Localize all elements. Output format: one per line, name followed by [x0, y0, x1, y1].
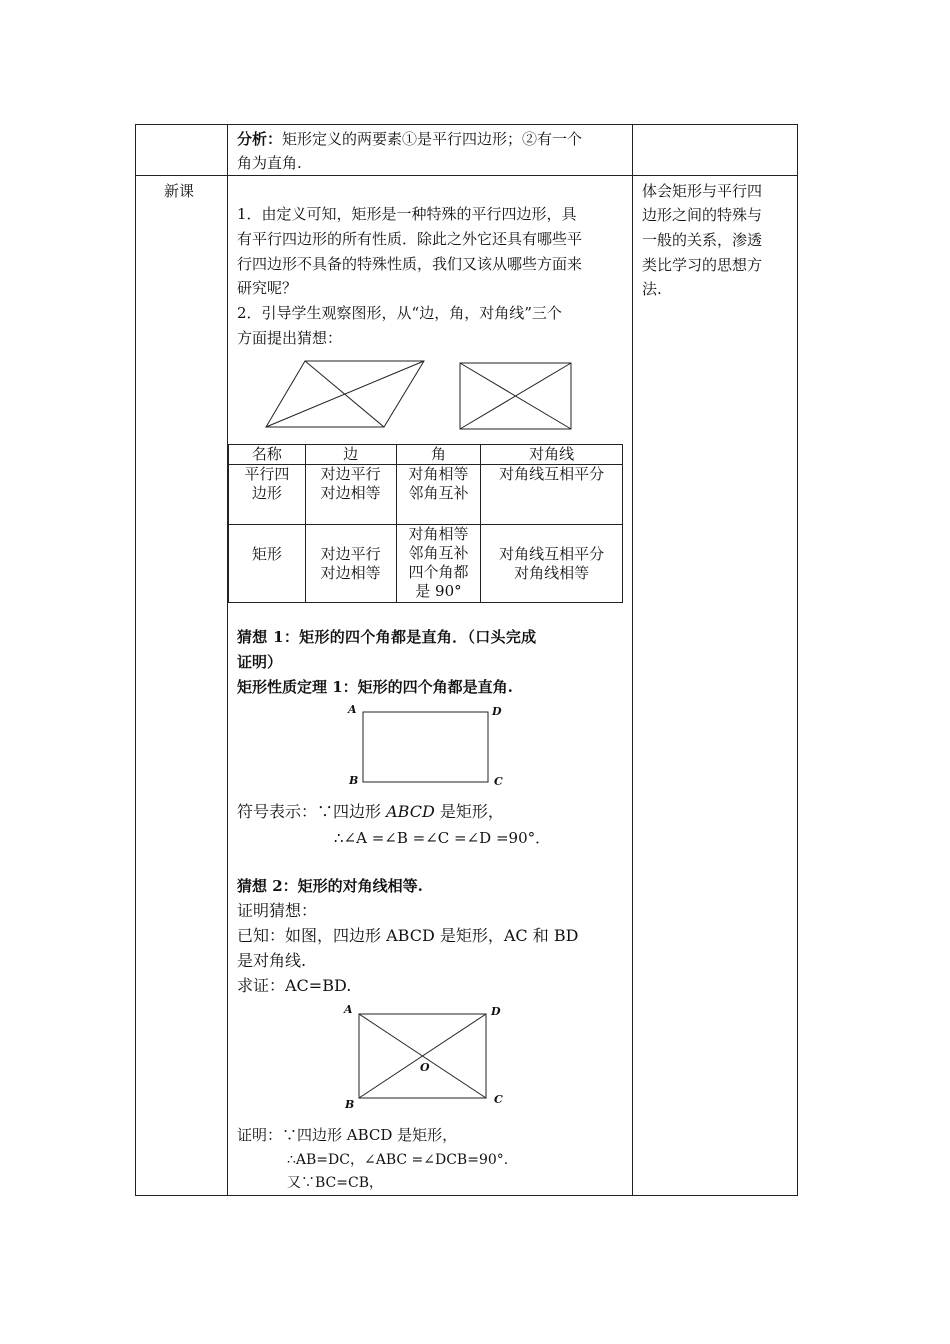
proof-line-1: 证明：∵四边形 ABCD 是矩形， — [237, 1126, 458, 1144]
cell-diagonals: 对角线互相平分 对角线相等 — [481, 525, 623, 603]
p1-line: 行四边形不具备的特殊性质，我们又该从哪些方面来 — [237, 255, 583, 273]
table-header-row — [229, 445, 623, 465]
p2-line: 方面提出猜想： — [237, 329, 343, 347]
parallelogram-diagonal — [266, 361, 424, 427]
label-c: C — [494, 1093, 503, 1106]
table-top-border — [135, 124, 798, 125]
header-name: 名称 — [229, 445, 306, 465]
header-diagonals: 对角线 — [481, 445, 623, 465]
conjecture-2: 猜想 2：矩形的对角线相等. — [237, 877, 423, 895]
p1-line: 1．由定义可知，矩形是一种特殊的平行四边形，具 — [237, 205, 577, 223]
intent-line: 法. — [642, 280, 662, 298]
theorem-1: 矩形性质定理 1：矩形的四个角都是直角. — [237, 678, 513, 696]
prove-label: 证明猜想： — [237, 901, 318, 920]
conjecture-1-cont: 证明） — [237, 653, 283, 671]
cell-angles: 对角相等 邻角互补 — [396, 465, 481, 525]
label-a: A — [348, 703, 357, 716]
label-d: D — [492, 705, 502, 718]
symbol-line-1: 符号表示：∵四边形 ABCD 是矩形， — [237, 802, 504, 821]
row-divider — [135, 175, 798, 176]
label-b: B — [345, 1098, 355, 1111]
cell-angles: 对角相等 邻角互补 四个角都 是 90° — [396, 525, 481, 603]
label-a: A — [344, 1003, 353, 1016]
col-divider-2 — [632, 124, 633, 1196]
table-row — [229, 525, 623, 603]
section-label: 新课 — [164, 182, 195, 200]
conjecture-1: 猜想 1：矩形的四个角都是直角．（口头完成 — [237, 628, 537, 646]
intent-line: 一般的关系，渗透 — [642, 231, 763, 249]
analysis-line-1 — [237, 127, 582, 151]
symbol-line-2: ∴∠A =∠B =∠C =∠D =90°． — [334, 829, 551, 847]
intent-line: 边形之间的特殊与 — [642, 206, 763, 224]
proof-line-3: 又∵BC=CB， — [287, 1175, 383, 1191]
table-bottom-border — [135, 1195, 798, 1196]
cell-name: 矩形 — [229, 525, 306, 603]
proof-line-2: ∴AB=DC，∠ABC =∠DCB=90°. — [287, 1152, 509, 1168]
analysis-text: 矩形定义的两要素①是平行四边形；②有一个 — [282, 130, 583, 148]
intent-line: 体会矩形与平行四 — [642, 182, 763, 200]
label-c: C — [494, 775, 503, 788]
label-o: O — [420, 1061, 430, 1074]
comparison-table — [228, 444, 623, 603]
label-d: D — [491, 1005, 501, 1018]
cell-sides: 对边平行 对边相等 — [305, 465, 396, 525]
to-prove: 求证：AC=BD. — [237, 976, 352, 995]
rectangle-diagonals-shape — [356, 1011, 490, 1101]
analysis-label: 分析： — [237, 130, 283, 148]
cell-diagonals: 对角线互相平分 — [481, 465, 623, 525]
cell-name: 平行四 边形 — [229, 465, 306, 525]
header-sides: 边 — [305, 445, 396, 465]
intent-line: 类比学习的思想方 — [642, 256, 763, 274]
col-divider-1 — [227, 124, 228, 1196]
rectangle-abcd-shape — [360, 709, 492, 785]
p2-line: 2．引导学生观察图形，从“边，角，对角线”三个 — [237, 304, 562, 322]
given-line-1: 已知：如图，四边形 ABCD 是矩形，AC 和 BD — [237, 926, 579, 945]
label-b: B — [349, 774, 359, 787]
cell-sides: 对边平行 对边相等 — [305, 525, 396, 603]
table-right-border — [797, 124, 798, 1196]
p1-line: 研究呢？ — [237, 279, 298, 297]
figure-parallelogram-rectangle — [262, 356, 582, 436]
analysis-line-2: 角为直角. — [237, 154, 302, 172]
table-left-border — [135, 124, 136, 1196]
header-angles: 角 — [396, 445, 481, 465]
given-line-2: 是对角线. — [237, 951, 307, 970]
p1-line: 有平行四边形的所有性质．除此之外它还具有哪些平 — [237, 230, 583, 248]
table-row — [229, 465, 623, 525]
